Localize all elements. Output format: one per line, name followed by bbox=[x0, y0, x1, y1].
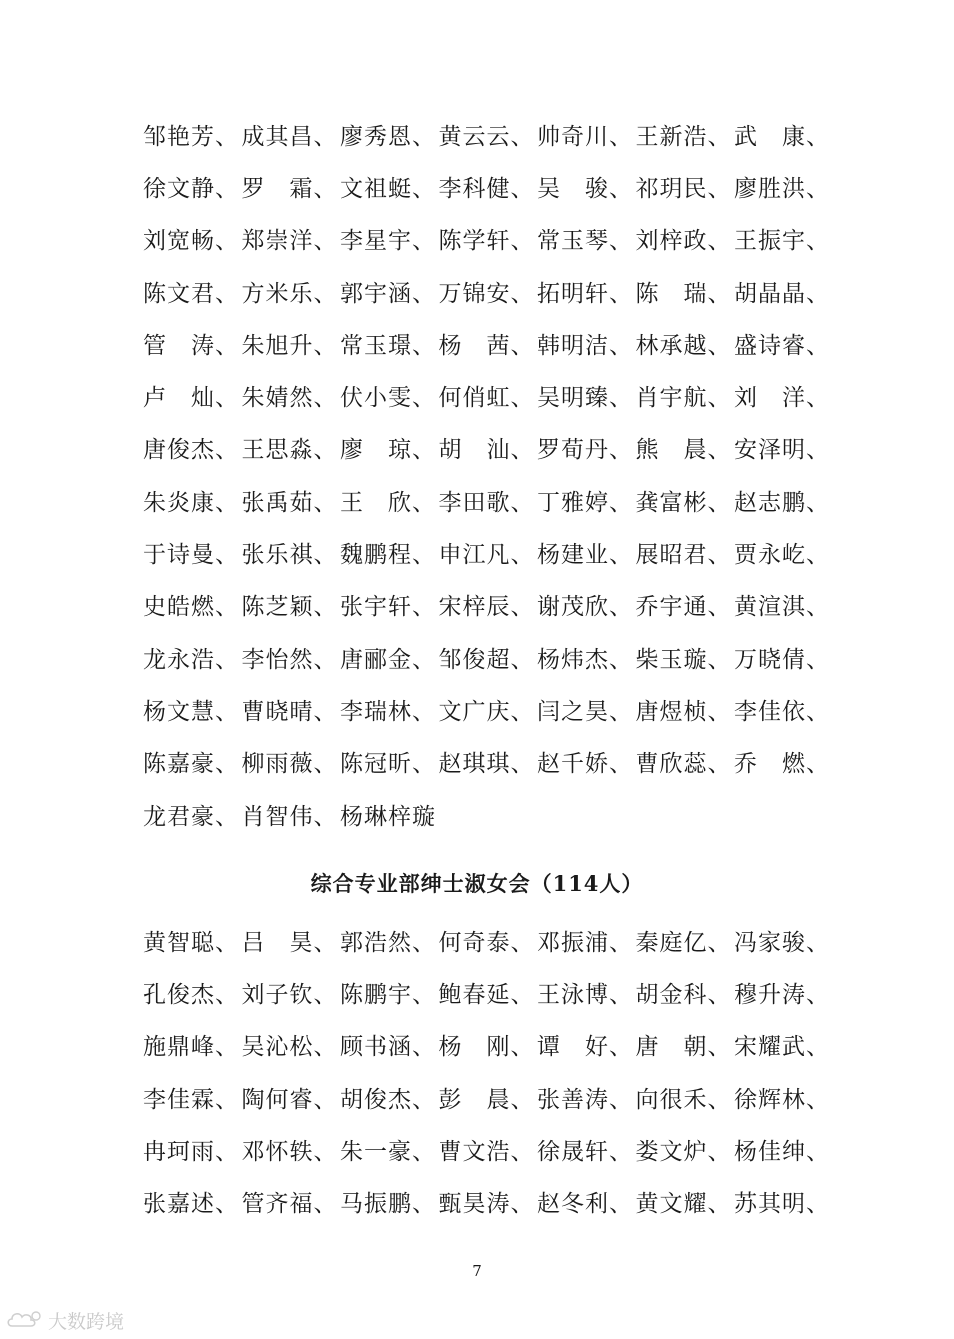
name-entry: 吴明臻、 bbox=[537, 385, 633, 412]
page-number: 7 bbox=[472, 1262, 482, 1280]
name-entry: 伏小雯、 bbox=[340, 385, 436, 412]
name-entry: 郭宇涵、 bbox=[340, 280, 436, 307]
name-entry: 谢茂欣、 bbox=[537, 594, 633, 621]
name-entry: 安泽明、 bbox=[734, 437, 830, 464]
name-entry: 李佳依、 bbox=[734, 698, 830, 725]
name-entry: 常玉璟、 bbox=[340, 332, 436, 359]
name-entry: 黄智聪、 bbox=[143, 929, 239, 956]
name-entry: 何俏虹、 bbox=[438, 385, 535, 412]
name-entry: 徐辉林、 bbox=[734, 1086, 830, 1113]
name-entry: 肖智伟、 bbox=[241, 803, 338, 830]
name-entry: 王思淼、 bbox=[241, 437, 338, 464]
name-entry: 邓怀轶、 bbox=[241, 1138, 338, 1165]
name-entry: 罗 霜、 bbox=[241, 175, 338, 202]
name-entry: 文祖蜓、 bbox=[340, 175, 436, 202]
name-entry: 朱一豪、 bbox=[340, 1138, 436, 1165]
name-entry: 黄渲淇、 bbox=[734, 594, 830, 621]
name-entry: 拓明轩、 bbox=[537, 280, 633, 307]
name-row bbox=[143, 422, 833, 474]
name-entry: 冯家骏、 bbox=[734, 929, 830, 956]
name-entry: 丁雅婷、 bbox=[537, 489, 633, 516]
cloud-logo-icon bbox=[6, 1309, 44, 1331]
name-entry: 韩明洁、 bbox=[537, 332, 633, 359]
name-entry: 张乐祺、 bbox=[241, 542, 338, 569]
name-row bbox=[143, 1019, 833, 1071]
name-entry: 邹俊超、 bbox=[438, 646, 535, 673]
name-entry: 李佳霖、 bbox=[143, 1086, 239, 1113]
name-entry: 朱婧然、 bbox=[241, 385, 338, 412]
name-entry: 陈鹏宇、 bbox=[340, 981, 436, 1008]
name-entry: 张嘉述、 bbox=[143, 1191, 239, 1218]
name-entry: 曹晓晴、 bbox=[241, 698, 338, 725]
name-entry: 李星宇、 bbox=[340, 228, 436, 255]
name-entry: 吴 骏、 bbox=[537, 175, 633, 202]
name-row bbox=[143, 683, 833, 735]
name-entry: 唐郦金、 bbox=[340, 646, 436, 673]
name-row bbox=[143, 160, 833, 212]
name-entry: 杨琳梓璇 bbox=[340, 803, 436, 830]
bottom-name-list bbox=[143, 914, 833, 1228]
name-entry: 徐晟轩、 bbox=[537, 1138, 633, 1165]
name-entry: 展昭君、 bbox=[635, 542, 732, 569]
name-entry: 杨建业、 bbox=[537, 542, 633, 569]
name-entry: 谭 好、 bbox=[537, 1034, 633, 1061]
name-entry: 冉珂雨、 bbox=[143, 1138, 239, 1165]
name-entry: 郑崇洋、 bbox=[241, 228, 338, 255]
name-entry: 刘梓政、 bbox=[635, 228, 732, 255]
name-entry: 施鼎峰、 bbox=[143, 1034, 239, 1061]
name-row bbox=[143, 317, 833, 369]
name-entry: 秦庭亿、 bbox=[635, 929, 732, 956]
name-entry: 宋耀武、 bbox=[734, 1034, 830, 1061]
name-entry: 孔俊杰、 bbox=[143, 981, 239, 1008]
name-entry: 李瑞林、 bbox=[340, 698, 436, 725]
name-entry: 廖秀恩、 bbox=[340, 123, 436, 150]
name-row bbox=[143, 1175, 833, 1227]
name-entry: 卢 灿、 bbox=[143, 385, 239, 412]
name-entry: 管 涛、 bbox=[143, 332, 239, 359]
name-entry: 唐 朝、 bbox=[635, 1034, 732, 1061]
name-entry: 刘宽畅、 bbox=[143, 228, 239, 255]
name-entry: 申江凡、 bbox=[438, 542, 535, 569]
name-entry: 吴沁松、 bbox=[241, 1034, 338, 1061]
name-entry: 赵琪琪、 bbox=[438, 751, 535, 778]
name-row bbox=[143, 474, 833, 526]
name-entry: 王 欣、 bbox=[340, 489, 436, 516]
name-entry: 向很禾、 bbox=[635, 1086, 732, 1113]
name-entry: 曹欣蕊、 bbox=[635, 751, 732, 778]
name-row bbox=[143, 914, 833, 966]
top-name-list bbox=[143, 108, 833, 840]
name-entry: 乔 燃、 bbox=[734, 751, 830, 778]
name-entry: 邹艳芳、 bbox=[143, 123, 239, 150]
name-entry: 朱旭升、 bbox=[241, 332, 338, 359]
name-row bbox=[143, 1123, 833, 1175]
name-entry: 祁玥民、 bbox=[635, 175, 732, 202]
name-entry: 陈文君、 bbox=[143, 280, 239, 307]
name-entry: 肖宇航、 bbox=[635, 385, 732, 412]
name-entry: 陈学轩、 bbox=[438, 228, 535, 255]
name-entry: 成其昌、 bbox=[241, 123, 338, 150]
name-entry: 曹文浩、 bbox=[438, 1138, 535, 1165]
name-entry: 何奇泰、 bbox=[438, 929, 535, 956]
name-entry: 娄文炉、 bbox=[635, 1138, 732, 1165]
name-entry: 李怡然、 bbox=[241, 646, 338, 673]
name-entry: 乔宇通、 bbox=[635, 594, 732, 621]
name-entry: 李科健、 bbox=[438, 175, 535, 202]
name-entry: 邓振浦、 bbox=[537, 929, 633, 956]
name-row bbox=[143, 369, 833, 421]
name-entry: 杨 刚、 bbox=[438, 1034, 535, 1061]
name-entry: 李田歌、 bbox=[438, 489, 535, 516]
name-row bbox=[143, 631, 833, 683]
name-entry: 张善涛、 bbox=[537, 1086, 633, 1113]
name-entry: 甄昊涛、 bbox=[438, 1191, 535, 1218]
name-entry: 陈 瑞、 bbox=[635, 280, 732, 307]
name-entry: 黄文耀、 bbox=[635, 1191, 732, 1218]
name-entry: 杨佳绅、 bbox=[734, 1138, 830, 1165]
name-entry: 方米乐、 bbox=[241, 280, 338, 307]
name-entry: 王泳博、 bbox=[537, 981, 633, 1008]
watermark bbox=[6, 1307, 124, 1333]
name-entry: 王振宇、 bbox=[734, 228, 830, 255]
name-entry: 龚富彬、 bbox=[635, 489, 732, 516]
name-row bbox=[143, 526, 833, 578]
name-entry: 胡晶晶、 bbox=[734, 280, 830, 307]
name-entry: 刘 洋、 bbox=[734, 385, 830, 412]
name-row bbox=[143, 1071, 833, 1123]
name-entry: 管齐福、 bbox=[241, 1191, 338, 1218]
name-entry: 穆升涛、 bbox=[734, 981, 830, 1008]
name-entry: 万晓倩、 bbox=[734, 646, 830, 673]
name-entry: 陶何睿、 bbox=[241, 1086, 338, 1113]
name-row bbox=[143, 966, 833, 1018]
name-entry: 贾永屹、 bbox=[734, 542, 830, 569]
name-entry: 顾书涵、 bbox=[340, 1034, 436, 1061]
name-entry: 吕 昊、 bbox=[241, 929, 338, 956]
name-row bbox=[143, 213, 833, 265]
name-entry: 林承越、 bbox=[635, 332, 732, 359]
name-entry: 帅奇川、 bbox=[537, 123, 633, 150]
name-entry: 郭浩然、 bbox=[340, 929, 436, 956]
name-entry: 武 康、 bbox=[734, 123, 830, 150]
name-entry: 张宇轩、 bbox=[340, 594, 436, 621]
name-entry: 龙君豪、 bbox=[143, 803, 239, 830]
name-entry: 鲍春延、 bbox=[438, 981, 535, 1008]
name-entry: 罗荀丹、 bbox=[537, 437, 633, 464]
watermark-text: 大数跨境 bbox=[48, 1310, 125, 1333]
name-entry: 魏鹏程、 bbox=[340, 542, 436, 569]
name-entry: 闫之昊、 bbox=[537, 698, 633, 725]
name-entry: 熊 晨、 bbox=[635, 437, 732, 464]
name-entry: 柴玉璇、 bbox=[635, 646, 732, 673]
name-entry: 刘子钦、 bbox=[241, 981, 338, 1008]
name-entry: 廖胜洪、 bbox=[734, 175, 830, 202]
name-entry: 赵冬利、 bbox=[537, 1191, 633, 1218]
name-entry: 陈冠昕、 bbox=[340, 751, 436, 778]
name-row bbox=[143, 579, 833, 631]
name-entry: 盛诗睿、 bbox=[734, 332, 830, 359]
name-entry: 常玉琴、 bbox=[537, 228, 633, 255]
name-entry: 胡金科、 bbox=[635, 981, 732, 1008]
name-entry: 廖 琼、 bbox=[340, 437, 436, 464]
name-entry: 赵千娇、 bbox=[537, 751, 633, 778]
name-entry: 赵志鹏、 bbox=[734, 489, 830, 516]
name-entry: 柳雨薇、 bbox=[241, 751, 338, 778]
name-row bbox=[143, 788, 833, 840]
name-row bbox=[143, 736, 833, 788]
name-entry: 唐煜桢、 bbox=[635, 698, 732, 725]
name-row bbox=[143, 108, 833, 160]
name-row bbox=[143, 265, 833, 317]
name-entry: 史皓燃、 bbox=[143, 594, 239, 621]
name-entry: 万锦安、 bbox=[438, 280, 535, 307]
name-entry: 苏其明、 bbox=[734, 1191, 830, 1218]
name-entry: 陈芝颖、 bbox=[241, 594, 338, 621]
name-entry: 陈嘉豪、 bbox=[143, 751, 239, 778]
name-entry: 唐俊杰、 bbox=[143, 437, 239, 464]
name-entry: 王新浩、 bbox=[635, 123, 732, 150]
name-entry: 胡 汕、 bbox=[438, 437, 535, 464]
name-entry: 杨炜杰、 bbox=[537, 646, 633, 673]
name-entry: 彭 晨、 bbox=[438, 1086, 535, 1113]
name-entry: 于诗曼、 bbox=[143, 542, 239, 569]
name-entry: 徐文静、 bbox=[143, 175, 239, 202]
name-entry: 宋梓辰、 bbox=[438, 594, 535, 621]
name-entry: 文广庆、 bbox=[438, 698, 535, 725]
name-entry: 黄云云、 bbox=[438, 123, 535, 150]
name-entry: 杨 茜、 bbox=[438, 332, 535, 359]
name-entry: 张禹茹、 bbox=[241, 489, 338, 516]
name-entry: 杨文慧、 bbox=[143, 698, 239, 725]
name-entry: 胡俊杰、 bbox=[340, 1086, 436, 1113]
name-entry: 龙永浩、 bbox=[143, 646, 239, 673]
name-entry: 朱炎康、 bbox=[143, 489, 239, 516]
section-title: 综合专业部绅士淑女会（114人） bbox=[310, 871, 644, 896]
name-entry: 马振鹏、 bbox=[340, 1191, 436, 1218]
